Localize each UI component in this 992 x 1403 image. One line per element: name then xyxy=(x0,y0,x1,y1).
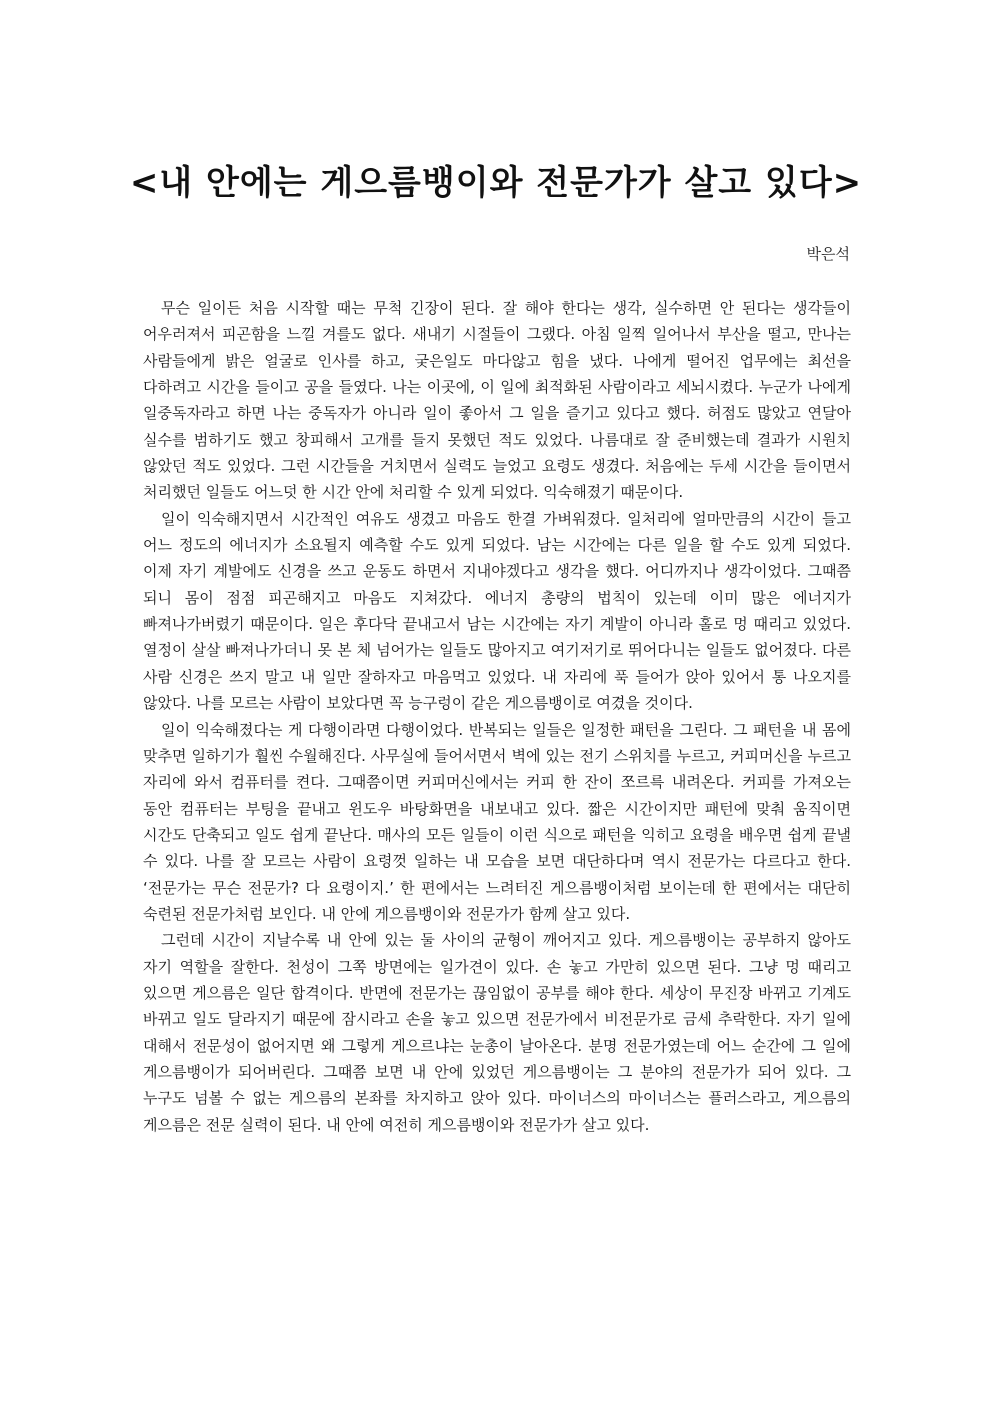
document-body xyxy=(143,295,851,1138)
author-name: 박은석 xyxy=(806,245,850,263)
paragraph-1: 무슨 일이든 처음 시작할 때는 무척 긴장이 된다. 잘 해야 한다는 생각, 실수하면 안 된다는 생각들이 어우러져서 피곤함을 느낄 겨를도 없다. 새내기 시절들이 그랬다. 아침 일찍 일어나서 부산을 떨고, 만나는 사람들에게 밝은 얼굴로 인사를 하고, 궂은일도 마다않고 힘을 냈다. 나에게 떨어진 업무에는 최선을 다하려고 시간을 들이고 공을 들였다. 나는 이곳에, 이 일에 최적화된 사람이라고 세뇌시켰다. 누군가 나에게 일중독자라고 하면 나는 중독자가 아니라 일이 좋아서 그 일을 즐기고 있다고 했다. 허점도 많았고 연달아 실수를 범하기도 했고 창피해서 고개를 들지 못했던 적도 있었다. 나름대로 잘 준비했는데 결과가 시원치 않았던 적도 있었다. 그런 시간들을 거치면서 실력도 늘었고 요령도 생겼다. 처음에는 두세 시간을 들이면서 처리했던 일들도 어느덧 한 시간 안에 처리할 수 있게 되었다. 익숙해졌기 때문이다. xyxy=(143,299,851,502)
paragraph-4: 그런데 시간이 지날수록 내 안에 있는 둘 사이의 균형이 깨어지고 있다. 게으름뱅이는 공부하지 않아도 자기 역할을 잘한다. 천성이 그쪽 방면에는 일가견이 있다. 손 놓고 가만히 있으면 된다. 그냥 멍 때리고 있으면 게으름은 일단 합격이다. 반면에 전문가는 끊임없이 공부를 해야 한다. 세상이 무진장 바뀌고 기계도 바뀌고 일도 달라지기 때문에 잠시라고 손을 놓고 있으면 전문가에서 비전문가로 금세 추락한다. 자기 일에 대해서 전문성이 없어지면 왜 그렇게 게으르냐는 눈총이 날아온다. 분명 전문가였는데 어느 순간에 그 일에 게으름뱅이가 되어버린다. 그때쯤 보면 내 안에 있었던 게으름뱅이는 그 분야의 전문가가 되어 있다. 그 누구도 넘볼 수 없는 게으름의 본좌를 차지하고 앉아 있다. 마이너스의 마이너스는 플러스라고, 게으름의 게으름은 전문 실력이 된다. 내 안에 여전히 게으름뱅이와 전문가가 살고 있다. xyxy=(143,931,851,1134)
paragraph-2: 일이 익숙해지면서 시간적인 여유도 생겼고 마음도 한결 가벼워졌다. 일처리에 얼마만큼의 시간이 들고 어느 정도의 에너지가 소요될지 예측할 수도 있게 되었다. 남는 시간에는 다른 일을 할 수도 있게 되었다. 이제 자기 계발에도 신경을 쓰고 운동도 하면서 지내야겠다고 생각을 했다. 어디까지나 생각이었다. 그때쯤 되니 몸이 점점 피곤해지고 마음도 지쳐갔다. 에너지 총량의 법칙이 있는데 이미 많은 에너지가 빠져나가버렸기 때문이다. 일은 후다닥 끝내고서 남는 시간에는 자기 계발이 아니라 홀로 멍 때리고 있었다. 열정이 살살 빠져나가더니 못 본 체 넘어가는 일들도 많아지고 여기저기로 뛰어다니는 일들도 없어졌다. 다른 사람 신경은 쓰지 말고 내 일만 잘하자고 마음먹고 있었다. 내 자리에 푹 들어가 앉아 있어서 통 나오지를 않았다. 나를 모르는 사람이 보았다면 꼭 능구렁이 같은 게으름뱅이로 여겼을 것이다. xyxy=(143,509,851,713)
document-title: <내 안에는 게으름뱅이와 전문가가 살고 있다> xyxy=(129,163,863,203)
paragraph-3: 일이 익숙해졌다는 게 다행이라면 다행이었다. 반복되는 일들은 일정한 패턴을 그린다. 그 패턴을 내 몸에 맞추면 일하기가 훨씬 수월해진다. 사무실에 들어서면서 벽에 있는 전기 스위치를 누르고, 커피머신을 누르고 자리에 와서 컴퓨터를 켠다. 그때쯤이면 커피머신에서는 커피 한 잔이 쪼르륵 내려온다. 커피를 가져오는 동안 컴퓨터는 부팅을 끝내고 윈도우 바탕화면을 내보내고 있다. 짧은 시간이지만 패턴에 맞춰 움직이면 시간도 단축되고 일도 쉽게 끝난다. 매사의 모든 일들이 이런 식으로 패턴을 익히고 요령을 배우면 쉽게 끝낼 수 있다. 나를 잘 모르는 사람이 요령껏 일하는 내 모습을 보면 대단하다며 역시 전문가는 다르다고 한다. ‘전문가는 무슨 전문가? 다 요령이지.’ 한 편에서는 느려터진 게으름뱅이처럼 보이는데 한 편에서는 대단히 숙련된 전문가처럼 보인다. 내 안에 게으름뱅이와 전문가가 함께 살고 있다. xyxy=(143,720,851,923)
